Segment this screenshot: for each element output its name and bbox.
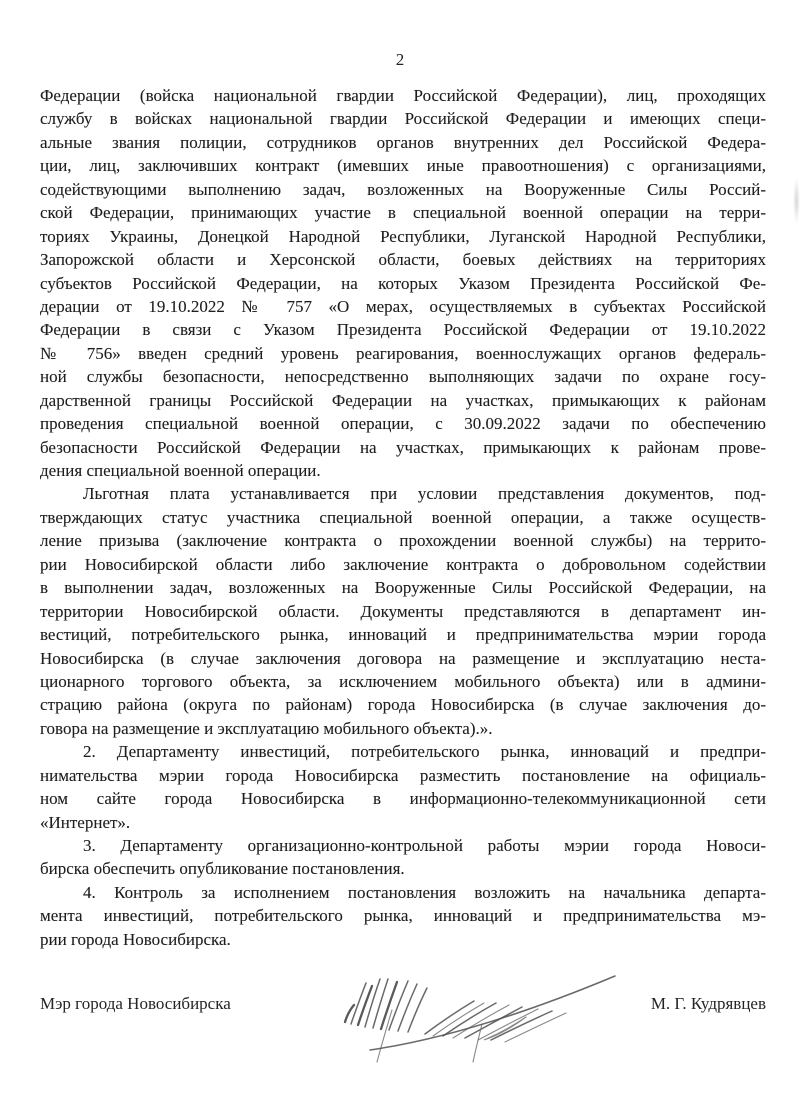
text-line: рии Новосибирской области либо заключение контракта о добровольном содействии <box>40 554 766 574</box>
text-line: безопасности Российской Федерации на участках, примыкающих к районам прове- <box>40 437 766 457</box>
text-line: 3. Департаменту организационно-контрольной работы мэрии города Новоси- <box>83 836 766 855</box>
text-line: альные звания полиции, сотрудников органов внутренних дел Российской Федера- <box>40 132 766 152</box>
text-line: ление призыва (заключение контракта о прохождении военной службы) на террито- <box>40 531 766 551</box>
signer-name: М. Г. Кудрявцев <box>650 994 766 1013</box>
text-line: ции, лиц, заключивших контракт (имевших иные правоотношения) с организациями, <box>40 156 766 176</box>
text-line: «Интернет». <box>40 812 131 832</box>
text-line: Новосибирска (в случае заключения договора на размещение и эксплуатацию неста- <box>40 648 766 668</box>
text-line: ториях Украины, Донецкой Народной Республики, Луганской Народной Республики, <box>40 226 766 246</box>
text-line: 4. Контроль за исполнением постановления возложить на начальника департа- <box>83 882 766 902</box>
text-line: проведения специальной военной операции, с 30.09.2022 задачи по обеспечению <box>40 414 766 434</box>
text-line: ном сайте города Новосибирска в информационно-телекоммуникационной сети <box>40 789 766 809</box>
handwritten-signature-icon <box>335 938 640 1078</box>
text-line: нимательства мэрии города Новосибирска разместить постановление на официаль- <box>40 765 766 785</box>
text-line: ской Федерации, принимающих участие в специальной военной операции на терри- <box>40 203 766 223</box>
text-line: ционарного торгового объекта, за исключением мобильного объекта) или в админи- <box>40 671 766 691</box>
text-line: дения специальной военной операции. <box>40 461 321 480</box>
text-line: содействующими выполнению задач, возложенных на Вооруженные Силы Россий- <box>40 179 766 199</box>
text-line: № 756» введен средний уровень реагирования, военнослужащих органов федераль- <box>40 343 766 363</box>
text-line: дарственной границы Российской Федерации на участках, примыкающих к районам <box>40 390 766 410</box>
text-line: вестиций, потребительского рынка, инноваций и предпринимательства мэрии города <box>40 625 766 645</box>
scan-artifact <box>793 178 800 224</box>
text-line: в выполнении задач, возложенных на Вооруженные Силы Российской Федерации, на <box>40 578 766 598</box>
text-line: дерации от 19.10.2022 № 757 «О мерах, осуществляемых в субъектах Российской <box>40 296 766 316</box>
text-line: страцию района (округа по районам) города Новосибирска (в случае заключения до- <box>40 695 766 715</box>
text-line: мента инвестиций, потребительского рынка, инноваций и предпринимательства мэ- <box>40 906 766 926</box>
text-line: Федерации в связи с Указом Президента Российской Федерации от 19.10.2022 <box>40 320 766 340</box>
text-line: тверждающих статус участника специальной военной операции, а также осуществ- <box>40 507 766 527</box>
text-line: говора на размещение и эксплуатацию мобильного объекта).». <box>40 718 493 738</box>
signer-title: Мэр города Новосибирска <box>40 994 231 1013</box>
text-line: бирска обеспечить опубликование постановления. <box>40 859 405 879</box>
document-body <box>40 84 766 951</box>
text-line: 2. Департаменту инвестиций, потребительского рынка, инноваций и предпри- <box>83 742 766 762</box>
text-line: ной службы безопасности, непосредственно выполняющих задачи по охране госу- <box>40 367 766 387</box>
text-line: Льготная плата устанавливается при условии представления документов, под- <box>83 484 766 504</box>
text-line: службу в войсках национальной гвардии Российской Федерации и имеющих специ- <box>40 109 766 129</box>
text-line: Запорожской области и Херсонской области, боевых действиях на территориях <box>40 250 766 270</box>
text-line: территории Новосибирской области. Документы представляются в департамент ин- <box>40 601 766 621</box>
page-number: 2 <box>395 50 405 69</box>
text-line: Федерации (войска национальной гвардии Российской Федерации), лиц, проходящих <box>40 86 766 105</box>
text-line: рии города Новосибирска. <box>40 929 231 949</box>
text-line: субъектов Российской Федерации, на которых Указом Президента Российской Фе- <box>40 273 766 293</box>
